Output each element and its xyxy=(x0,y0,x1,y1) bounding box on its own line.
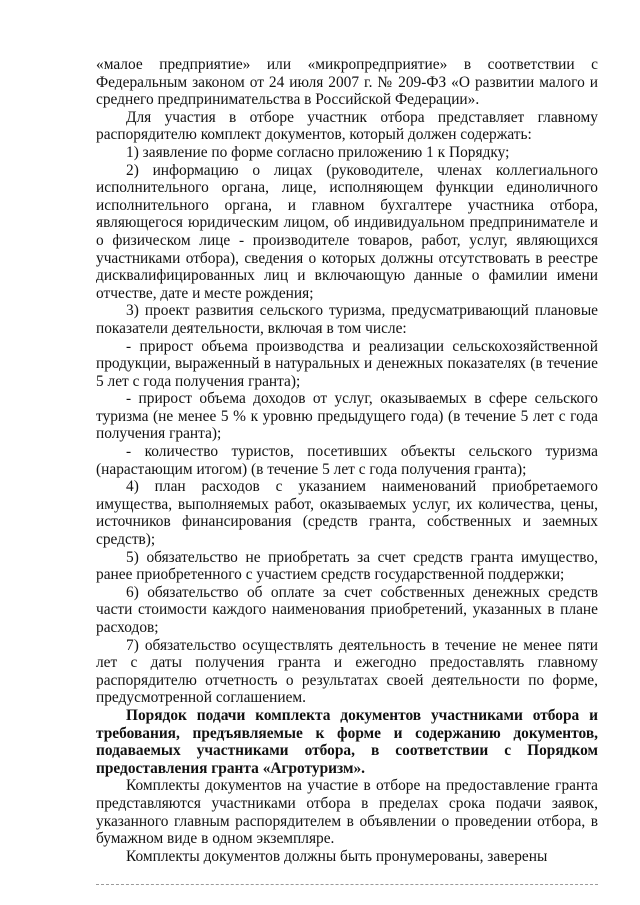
paragraph-sme-definition: «малое предприятие» или «микропредприятие» в соответствии с Федеральным законом от 24 июля 2007 г. № 209-ФЗ «О развитии малого и среднего предпринимательства в Российской Федерации». xyxy=(96,56,598,109)
paragraph-numbering: Комплекты документов должны быть пронумерованы, заверены xyxy=(126,847,548,865)
list-item-2-persons-info: 2) информацию о лицах (руководителе, членах коллегиального исполнительного органа, лице, исполняющем функции единоличного исполнительного органа, и главном бухгалтере участника отбора, являющегося юридическим лицом, об индивидуальном предпринимателе и о физическом лице - производителе товаров, работ, услуг, являющихся участниками отбора), сведения о которых должны отсутствовать в реестре дисквалифицированных лиц и включающую данные о фамилии имени отчестве, дате и месте рождения; xyxy=(96,161,598,302)
sub-item-tourists-count: - количество туристов, посетивших объекты сельского туризма (нарастающим итогом) (в течение 5 лет с года получения гранта); xyxy=(96,443,598,478)
footer-divider xyxy=(96,884,598,885)
list-item-7-obligation-activity: 7) обязательство осуществлять деятельность в течение не менее пяти лет с даты получения гранта и ежегодно предоставлять главному распорядителю отчетность о результатах своей деятельности по форме, предусмотренной соглашением. xyxy=(96,636,598,707)
list-item-4-expense-plan: 4) план расходов с указанием наименований приобретаемого имущества, выполняемых работ, оказываемых услуг, их количества, цены, источников финансирования (средств гранта, собственных и заемных средств); xyxy=(96,478,598,549)
paragraph-submission-terms: Комплекты документов на участие в отборе на предоставление гранта представляются участниками отбора в пределах срока подачи заявок, указанного главным распорядителем в объявлении о проведении отбора, в бумажном виде в одном экземпляре. xyxy=(96,777,598,848)
paragraph-documents-intro: Для участия в отборе участник отбора представляет главному распорядителю комплект документов, который должен содержать: xyxy=(96,108,598,144)
list-item-3-project: 3) проект развития сельского туризма, предусматривающий плановые показатели деятельности, включая в том числе: xyxy=(96,302,598,337)
section-heading-submission-order: Порядок подачи комплекта документов участниками отбора и требования, предъявляемые к форме и содержанию документов, подаваемых участниками отбора, в соответствии с Порядком предоставления гранта «Агротуризм». xyxy=(96,706,598,777)
list-item-1-application: 1) заявление по форме согласно приложению 1 к Порядку; xyxy=(126,143,510,161)
list-item-5-obligation-purchase: 5) обязательство не приобретать за счет средств гранта имущество, ранее приобретенного с участием средств государственной поддержки; xyxy=(96,548,598,584)
sub-item-production-growth: - прирост объема производства и реализации сельскохозяйственной продукции, выраженный в натуральных и денежных показателях (в течение 5 лет с года получения гранта); xyxy=(96,337,598,390)
document-page xyxy=(96,56,598,865)
list-item-6-obligation-payment: 6) обязательство об оплате за счет собственных денежных средств части стоимости каждого наименования приобретений, указанных в плане расходов; xyxy=(96,583,598,636)
sub-item-income-growth: - прирост объема доходов от услуг, оказываемых в сфере сельского туризма (не менее 5 % к уровню предыдущего года) (в течение 5 лет с года получения гранта); xyxy=(96,390,598,443)
